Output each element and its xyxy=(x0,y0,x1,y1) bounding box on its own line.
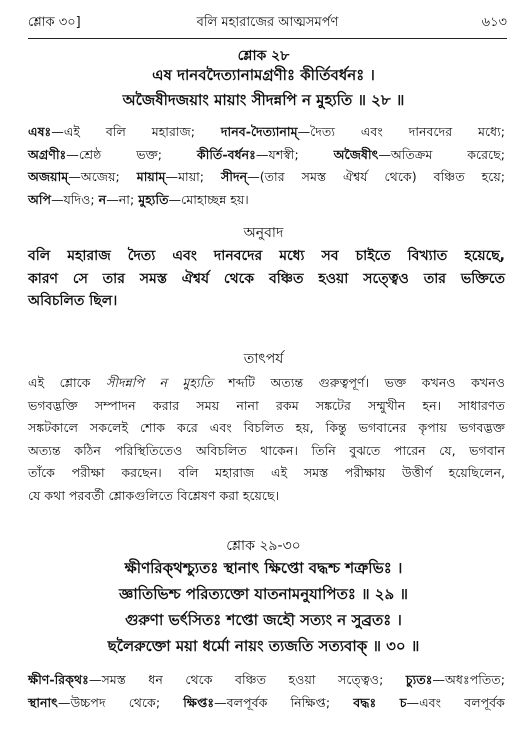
synonym-line: অগ্রণীঃ—শ্রেষ্ঠ ভক্ত; কীর্তি-বর্ধনঃ—যশস্বী; অজৈষীৎ—অতিক্রম করেছে; xyxy=(28,146,505,162)
purport-line: তাঁকে পরীক্ষা করছেন। বলি মহারাজ এই সমস্ত পরীক্ষায় উত্তীর্ণ হয়েছিলেন, xyxy=(28,465,505,480)
translation-line: বলি মহারাজ দৈত্য এবং দানবদের মধ্যে সব চাইতে বিখ্যাত হয়েছে, xyxy=(28,248,505,264)
synonym-line: স্থানাৎ—উচ্চপদ থেকে; ক্ষিপ্তঃ—বলপূর্বক নিক্ষিপ্ত; বদ্ধঃ চ—এবং বলপূর্বক xyxy=(28,694,505,710)
verse-28-line-2: অজৈষীদজয়াং মায়াং সীদন্নপি ন মুহ্যতি ॥ ২৮ ॥ xyxy=(122,91,405,109)
synonym-line: অপি—যদিও; ন—না; মুহ্যতি—মোহাচ্ছন্ন হয়। xyxy=(28,191,249,207)
running-header xyxy=(28,10,507,36)
header-rule xyxy=(28,38,507,39)
purport-heading: তাৎপর্য xyxy=(243,351,284,367)
verse-28-line-1: এষ দানবদৈত্যানামগ্রণীঃ কীর্তিবর্ধনঃ । xyxy=(152,66,375,84)
verse-29-30-line-1: ক্ষীণরিক্থশ্চ্যুতঃ স্থানাৎ ক্ষিপ্তো বদ্ধশ্চ শত্রুভিঃ । xyxy=(124,559,403,577)
verse-29-30-line-3: গুরুণা ভর্ৎসিতঃ শপ্তো জহৌ সত্যং ন সুব্রতঃ । xyxy=(125,611,402,629)
verse-29-30-synonyms xyxy=(28,669,505,714)
translation-line: কারণ সে তার সমস্ত ঐশ্বর্য থেকে বঞ্চিত হওয়া সত্ত্বেও তার ভক্তিতে xyxy=(28,270,505,287)
header-verse-ref: শ্লোক ৩০] xyxy=(28,14,81,30)
synonym-line: ক্ষীণ-রিক্থঃ—সমস্ত ধন থেকে বঞ্চিত হওয়া সত্ত্বেও; চ্যুতঃ—অধঃপতিত; xyxy=(28,672,505,687)
translation-heading: অনুবাদ xyxy=(243,225,284,241)
purport-line: অত্যন্ত কঠিন পরিস্থিতিতেও অবিচলিত থাকেন। তিনি বুঝতে পারেন যে, ভগবান xyxy=(28,442,505,458)
synonym-line: এষঃ—এই বলি মহারাজ; দানব-দৈত্যানাম্—দৈত্য এবং দানবদের মধ্যে; xyxy=(28,124,505,139)
verse-28-synonyms xyxy=(28,121,505,211)
purport-line: এই শ্লোকে সীদন্নপি ন মুহ্যতি শব্দটি অত্যন্ত গুরুত্বপূর্ণ। ভক্ত কখনও কখনও xyxy=(28,375,505,390)
header-chapter-title: বলি মহারাজের আত্মসমর্পণ xyxy=(196,14,339,30)
verse-29-30-line-4: ছলৈরুক্তো ময়া ধর্মো নায়ং ত্যজতি সত্যবাক্ ॥ ৩০ ॥ xyxy=(107,637,420,655)
purport-line: যে কথা পরবর্তী শ্লোকগুলিতে বিশ্লেষণ করা হয়েছে। xyxy=(28,487,280,503)
verse-29-30-label: শ্লোক ২৯-৩০ xyxy=(226,538,301,554)
purport-line: সঙ্কটকালে সকলেই শোক করে এবং বিচলিত হয়, কিন্তু ভগবানের কৃপায় ভগবদ্ভক্ত xyxy=(28,420,505,435)
page-number: ৬১৩ xyxy=(481,14,507,30)
purport-line: ভগবদ্ভক্তি সম্পাদন করার সময় নানা রকম সঙ্কটের সম্মুখীন হন। সাধারণত xyxy=(28,397,505,413)
translation-line: অবিচলিত ছিল। xyxy=(28,293,118,309)
verse-29-30-line-2: জ্ঞাতিভিশ্চ পরিত্যক্তো যাতনামনুযাপিতঃ ॥ ২৯ ॥ xyxy=(118,585,408,603)
verse-28-translation xyxy=(28,245,505,313)
synonym-line: অজয়াম্—অজেয়; মায়াম্—মায়া; সীদন্—(তার সমস্ত ঐশ্বর্য থেকে) বঞ্চিত হয়ে; xyxy=(28,169,506,184)
verse-28-purport xyxy=(28,372,505,507)
verse-28-label: শ্লোক ২৮ xyxy=(237,48,290,64)
